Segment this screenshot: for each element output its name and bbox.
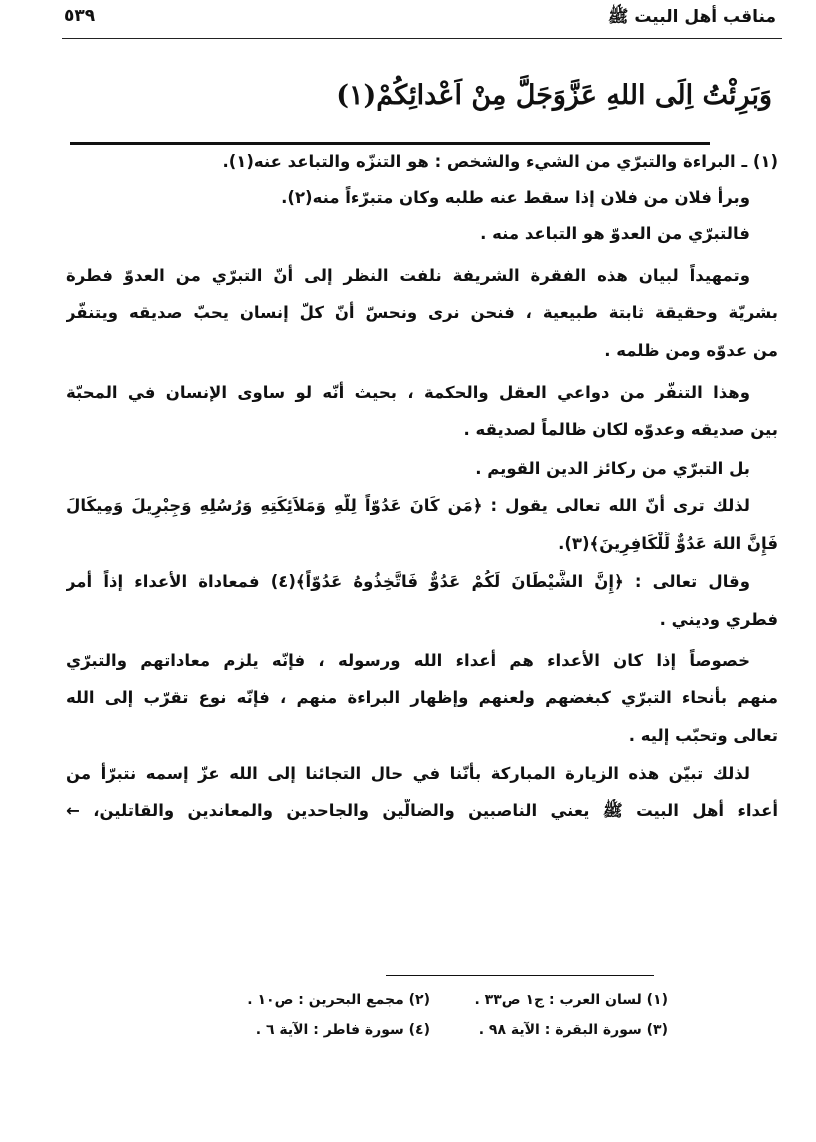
page-number: ٥٣٩	[64, 6, 96, 26]
body-line: لذلك تبيّن هذه الزيارة المباركة بأنّنا في حال التجائنا إلى الله عزّ إسمه نتبرّأ من	[66, 764, 750, 783]
body-line: فطري وديني .	[659, 610, 778, 629]
footnote-divider	[386, 975, 654, 976]
footnote-3: (٣) سورة البقرة : الآية ٩٨ .	[478, 1022, 668, 1038]
body-line: خصوصاً إذا كان الأعداء هم أعداء الله ورسوله ، فإنّه يلزم معاداتهم والتبرّي	[66, 651, 750, 670]
footnote-1: (١) لسان العرب : ج١ ص٣٣ .	[474, 992, 668, 1008]
running-title: مناقب أهل البيت ﷺ	[607, 7, 776, 27]
body-line: فَإِنَّ اللهَ عَدُوٌّ لِّلْكَافِرِينَ﴾(٣).	[558, 534, 778, 553]
body-line: وهذا التنفّر من دواعي العقل والحكمة ، بحيث أنّه لو ساوى الإنسان في المحبّة	[66, 383, 750, 402]
footnote-4: (٤) سورة فاطر : الآية ٦ .	[255, 1022, 430, 1038]
section-title: وَبَرِئْتُ اِلَى اللهِ عَزَّوَجَلَّ مِنْ اَعْدائِكُمْ(١)	[336, 80, 772, 111]
body-line: بل التبرّي من ركائز الدين القويم .	[475, 459, 750, 478]
body-line: وبرأ فلان من فلان إذا سقط عنه طلبه وكان متبرّءاً منه(٢).	[281, 188, 750, 207]
body-line: بين صديقه وعدوّه لكان ظالماً لصديقه .	[463, 420, 778, 439]
body-line: فالتبرّي من العدوّ هو التباعد منه .	[480, 224, 750, 243]
header-divider	[62, 38, 782, 39]
body-line: من عدوّه ومن ظلمه .	[604, 341, 778, 360]
footnote-2: (٢) مجمع البحرين : ص١٠ .	[247, 992, 430, 1008]
body-line: وتمهيداً لبيان هذه الفقرة الشريفة نلفت النظر إلى أنّ التبرّي من العدوّ فطرة	[66, 266, 750, 285]
title-divider	[70, 142, 710, 145]
body-line: تعالى وتحبّب إليه .	[628, 726, 778, 745]
body-line: أعداء أهل البيت ﷺ يعني الناصبين والضالّين والجاحدين والمعاندين والقاتلين، ←	[66, 801, 778, 820]
body-line: (١) ـ البراءة والتبرّي من الشيء والشخص : هو التنزّه والتباعد عنه(١).	[222, 152, 778, 171]
body-line: بشريّة وحقيقة ثابتة طبيعية ، فنحن نرى ونحسّ أنّ كلّ إنسان يحبّ صديقه ويتنفّر	[66, 303, 778, 322]
body-line: وقال تعالى : ﴿إِنَّ الشَّيْطَانَ لَكُمْ عَدُوٌّ فَاتَّخِذُوهُ عَدُوّاً﴾(٤) فمعاداة الأعداء إذاً أمر	[66, 572, 750, 591]
body-line: لذلك ترى أنّ الله تعالى يقول : ﴿مَن كَانَ عَدُوّاً لِلّهِ وَمَلاَئِكَتِهِ وَرُسُلِهِ وَجِبْرِيلَ وَمِيكَالَ	[66, 496, 750, 515]
body-line: منهم بأنحاء التبرّي كبغضهم ولعنهم وإظهار البراءة منهم ، فإنّه نوع تقرّب إلى الله	[66, 688, 778, 707]
